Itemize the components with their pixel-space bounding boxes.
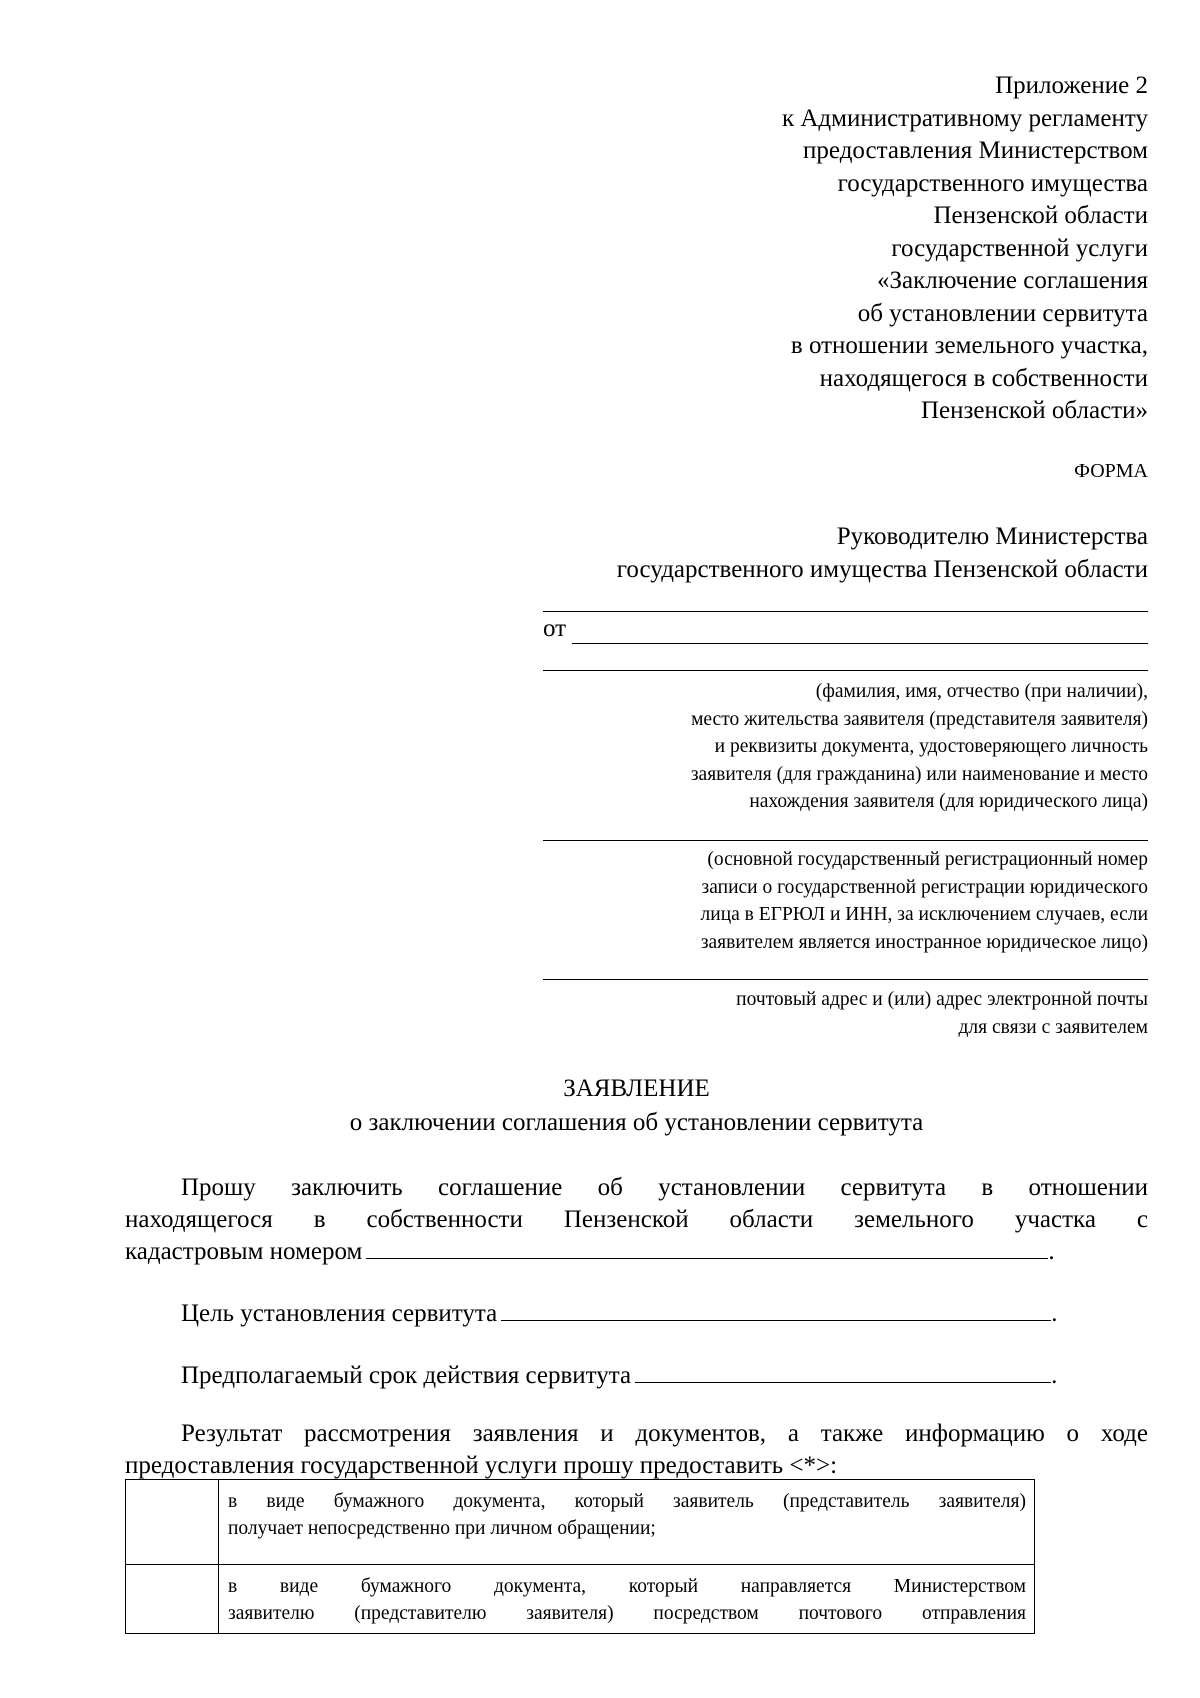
blank-line[interactable] (543, 611, 1148, 612)
appendix-line: государственной услуги (891, 234, 1148, 262)
addressee-line: государственного имущества Пензенской области (616, 556, 1148, 583)
note-line: (основной государственный регистрационный номер (707, 849, 1148, 870)
purpose-field[interactable] (501, 1298, 1051, 1321)
table-row (126, 1565, 1035, 1634)
option-text (219, 1480, 1035, 1565)
request-paragraph (125, 1172, 1148, 1268)
note-line: записи о государственной регистрации юридического (701, 876, 1148, 898)
result-paragraph (125, 1418, 1148, 1482)
document-title (125, 1072, 1148, 1140)
request-line: Прошу заключить соглашение об установлении сервитута в отношении (181, 1174, 1148, 1201)
option-text (219, 1565, 1035, 1634)
appendix-header (448, 70, 1148, 428)
appendix-line: находящегося в собственности (819, 364, 1148, 392)
term-row (125, 1360, 1148, 1392)
applicant-note (543, 678, 1148, 816)
addressee-block (543, 520, 1148, 586)
purpose-row (125, 1298, 1148, 1330)
blank-line[interactable] (543, 840, 1148, 841)
appendix-line: в отношении земельного участка, (790, 332, 1148, 359)
note-line: нахождения заявителя (для юридического лица) (749, 791, 1148, 812)
from-row (543, 614, 1148, 644)
cadastral-row (125, 1236, 1148, 1268)
note-line: лица в ЕГРЮЛ и ИНН, за исключением случаев, если (700, 904, 1148, 925)
request-line: находящегося в собственности Пензенской области земельного участка с (125, 1206, 1148, 1233)
option-line: заявителю (представителю заявителя) посредством почтового отправления (228, 1603, 1026, 1624)
from-label: от (543, 615, 567, 642)
appendix-line: Пензенской области» (920, 397, 1148, 424)
result-line: предоставления государственной услуги прошу предоставить <*>: (125, 1452, 838, 1479)
note-line: заявителем является иностранное юридическое лицо) (700, 931, 1148, 953)
option-checkbox-cell[interactable] (126, 1480, 219, 1565)
period: . (1051, 1300, 1058, 1327)
addressee-line: Руководителю Министерства (836, 523, 1148, 550)
title-heading: ЗАЯВЛЕНИЕ (563, 1075, 710, 1102)
note-line: почтовый адрес и (или) адрес электронной почты (736, 989, 1148, 1010)
note-line: заявителя (для гражданина) или наименование и место (690, 763, 1148, 785)
note-line: (фамилия, имя, отчество (при наличии), (815, 681, 1148, 702)
cadastral-label: кадастровым номером (125, 1238, 363, 1265)
result-line: Результат рассмотрения заявления и документов, а также информацию о ходе (181, 1420, 1148, 1447)
appendix-line: предоставления Министерством (803, 137, 1148, 164)
appendix-line: Пензенской области (933, 202, 1148, 229)
note-line: и реквизиты документа, удостоверяющего личность (714, 736, 1148, 757)
term-field[interactable] (635, 1360, 1051, 1383)
cadastral-number-field[interactable] (366, 1236, 1048, 1259)
appendix-line: государственного имущества (837, 169, 1148, 197)
note-line: место жительства заявителя (представителя заявителя) (691, 708, 1148, 730)
option-line: получает непосредственно при личном обращении; (228, 1518, 656, 1539)
period: . (1048, 1238, 1055, 1265)
blank-line[interactable] (543, 979, 1148, 980)
delivery-options-table (125, 1479, 1035, 1634)
registration-note (543, 846, 1148, 956)
period: . (1051, 1362, 1058, 1389)
blank-line[interactable] (543, 670, 1148, 671)
appendix-line: Приложение 2 (995, 72, 1148, 99)
note-line: для связи с заявителем (958, 1016, 1148, 1038)
contact-note (543, 986, 1148, 1041)
appendix-line: об установлении сервитута (857, 299, 1148, 327)
term-label: Предполагаемый срок действия сервитута (181, 1362, 632, 1389)
appendix-line: к Административному регламенту (781, 104, 1148, 132)
form-label: ФОРМА (1074, 460, 1148, 482)
option-line: в виде бумажного документа, который направляется Министерством (228, 1576, 1026, 1597)
appendix-line: «Заключение соглашения (877, 267, 1148, 294)
purpose-label: Цель установления сервитута (181, 1300, 498, 1327)
from-field[interactable] (572, 619, 1148, 644)
option-line: в виде бумажного документа, который заявитель (представитель заявителя) (228, 1491, 1026, 1512)
title-subheading: о заключении соглашения об установлении сервитута (349, 1109, 924, 1136)
table-row (126, 1480, 1035, 1565)
option-checkbox-cell[interactable] (126, 1565, 219, 1634)
